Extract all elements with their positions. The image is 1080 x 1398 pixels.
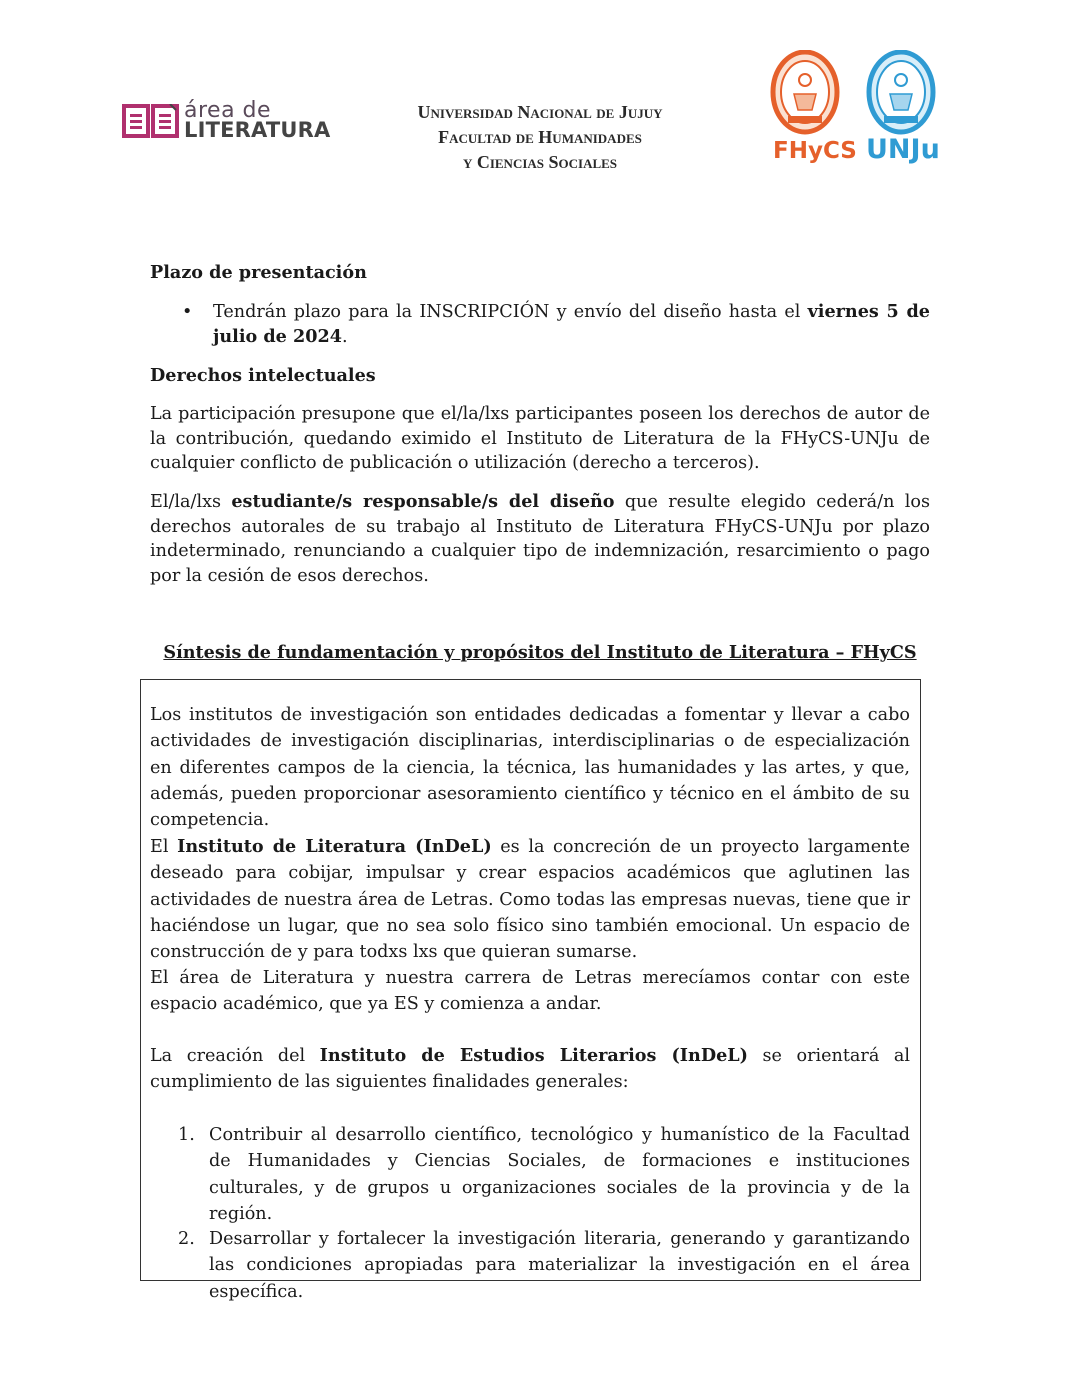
institution-title [360, 100, 720, 175]
sintesis-paragraph-1: Los institutos de investigación son entidades dedicadas a fomentar y llevar a cabo actividades de investigación disciplinarias, interdisciplinarias o de especialización en diferentes campos de la ciencia, la técnica, las humanidades y las artes, y que, además, pueden proporcionar asesoramiento científico y técnico en el ámbito de su competencia. [150, 705, 910, 831]
plazo-bullet [150, 300, 930, 349]
faculty-line-1: Facultad de Humanidades [438, 127, 642, 147]
list-item-text: Desarrollar y fortalecer la investigación literaria, generando y garantizando las condiciones apropiadas para materializar la investigación en el área específica. [209, 1229, 910, 1302]
university-line: Universidad Nacional de Jujuy [417, 102, 663, 122]
sintesis-p2-bold: Instituto de Literatura (InDeL) [177, 836, 492, 857]
faculty-line-2: y Ciencias Sociales [462, 152, 618, 172]
sintesis-p2-post: es la concreción de un proyecto largamente deseado para cobijar, impulsar y crear espacios académicos que aglutinen las actividades de nuestra área de Letras. Como todas las empresas nuevas, tiene que ir haciéndose un lugar, que no sea solo físico sino también emocional. Un espacio de construcción de y para todxs lxs que quieran sumarse. [150, 837, 910, 963]
list-item-text: Contribuir al desarrollo científico, tecnológico y humanístico de la Facultad de Humanidades y Ciencias Sociales, de formaciones e instituciones culturales, y de grupos u organizaciones sociales de la provincia y de la región. [209, 1125, 910, 1224]
derechos-paragraph-1: La participación presupone que el/la/lxs participantes poseen los derechos de autor de la contribución, quedando eximido el Instituto de Literatura de la FHyCS-UNJu de cualquier conflicto de publicación o utilización (derecho a terceros). [150, 404, 930, 473]
list-item [150, 1122, 910, 1227]
sintesis-p4-bold: Instituto de Estudios Literarios (InDeL) [319, 1045, 748, 1066]
sintesis-paragraph-3: El área de Literatura y nuestra carrera de Letras merecíamos contar con este espacio académico, que ya ES y comienza a andar. [150, 968, 910, 1015]
logo-small-text: área de [184, 98, 272, 123]
plazo-deadline: viernes 5 de julio de 2024 [213, 301, 930, 347]
sintesis-paragraph-2 [150, 834, 910, 965]
plazo-heading: Plazo de presentación [150, 262, 367, 283]
sintesis-title: Síntesis de fundamentación y propósitos del Instituto de Literatura – FHyCS [163, 642, 917, 663]
derechos-p2-bold: estudiante/s responsable/s del diseño [231, 491, 615, 512]
sintesis-paragraph-4 [150, 1043, 910, 1096]
fhycs-seal-icon [770, 50, 840, 136]
plazo-text-post: . [341, 326, 348, 347]
logo-big-text: LITERATURA [184, 118, 331, 142]
derechos-p2-post: que resulte elegido cederá/n los derechos autorales de su trabajo al Instituto de Literatura FHyCS-UNJu por plazo indeterminado, renunciando a cualquier tipo de indemnización, resarcimiento o pago por la cesión de esos derechos. [150, 492, 930, 586]
bullet-icon: • [182, 302, 193, 322]
derechos-heading: Derechos intelectuales [150, 365, 376, 386]
list-item [150, 1226, 910, 1305]
sintesis-p4-pre: La creación del [150, 1046, 320, 1066]
sintesis-p2-pre: El [150, 837, 178, 857]
list-item-number: 2. [178, 1229, 195, 1249]
sintesis-p4-post: se orientará al cumplimiento de las siguientes finalidades generales: [150, 1046, 910, 1093]
list-item-number: 1. [178, 1125, 195, 1145]
unju-seal-icon [866, 50, 936, 136]
unju-label: UNJu [866, 134, 940, 165]
plazo-text-pre: Tendrán plazo para la INSCRIPCIÓN y envío del diseño hasta el [213, 302, 808, 322]
fhycs-label: FHyCS [773, 138, 857, 164]
derechos-p2-pre: El/la/lxs [150, 492, 232, 512]
area-de-literatura-logo [122, 100, 332, 144]
derechos-paragraph-2 [150, 490, 930, 588]
literatura-logo-icon [122, 104, 180, 138]
